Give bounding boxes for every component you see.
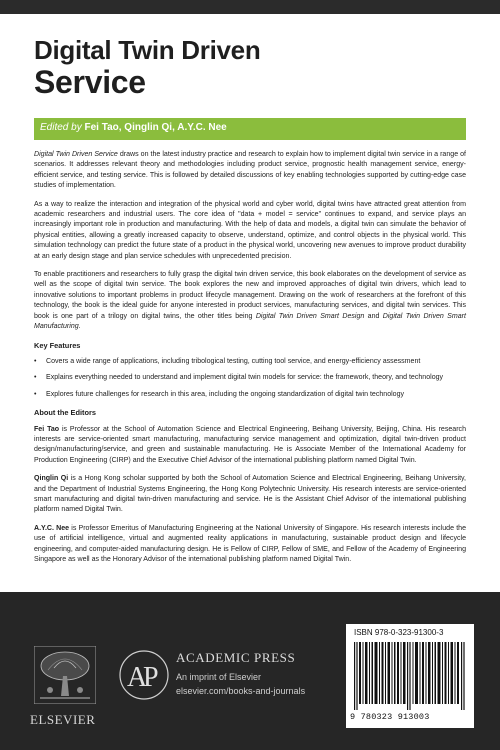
- academic-press-logo-icon: [118, 646, 170, 704]
- intro-book-title: Digital Twin Driven Service: [34, 151, 118, 158]
- digital-twin-paragraph: As a way to realize the interaction and integration of the physical world and cyber world, digital twins have attracted great attention from academic researchers and industrial users. The core idea of "data + model = service" continues to expand, and service plays an increasingly important role in production and manufacturing. With the help of data and models, a digital twin can simulate the behavior of physical entities, allowing a greatly increased capacity to observe, understand, optimize, and control objects in the physical world. This simulation technology can predict the future state of a product in the physical world, uncovering new avenues to improve product durability at an early design stage and plan service schedules with unprecedented precision.: [34, 200, 466, 260]
- scope-end: .: [78, 323, 81, 331]
- editor-bio: [34, 524, 466, 566]
- bullet-icon: •: [34, 357, 37, 365]
- editors-prefix: Edited by: [40, 122, 82, 133]
- editors-banner: [34, 118, 466, 140]
- bullet-icon: •: [34, 390, 37, 398]
- editors-names: Fei Tao, Qinglin Qi, A.Y.C. Nee: [84, 122, 227, 133]
- editor-bio-text: is a Hong Kong scholar supported by both the School of Automation Science and Electrical Engineering, Beihang University, and the Department of Industrial Systems Engineering, the Hong Kong Polytechnic University. His research interests are service-oriented smart manufacturing and digital twin-driven manufacturing and service. He is the Assistant Chief Advisor of the international publishing platform named Digital Twin.: [34, 475, 466, 514]
- key-feature-text: Explores future challenges for research in this area, including the ongoing standardization of digital twin technology: [46, 390, 405, 398]
- scope-and: and: [364, 312, 383, 320]
- scope-text: To enable practitioners and researchers to fully grasp the digital twin driven service, this book elaborates on the development of service as well as the scope of digital twin service. The book explores the new and improved approaches of digital twin drivers, which lead to innovative solutions to important problems in product lifecycle management. Drawing on the work of researchers at the forefront of this technology, the book is the ideal guide for anyone interested in product services, manufacturing services, and digital twin services. This book is one part of a trilogy on digital twins, the other titles being: [34, 271, 466, 320]
- barcode-digits: 9 780323 913003: [350, 712, 430, 722]
- isbn-label: ISBN 978-0-323-91300-3: [354, 628, 444, 637]
- editor-bio-text: is Professor Emeritus of Manufacturing Engineering at the National University of Singapore. His research interests include the use of artificial intelligence, virtual and augmented reality applications in manufacturing, sustainable product design and lifecycle engineering, and computer-aided manufacturing design. He is Fellow of CIRP, Fellow of SME, and Fellow of the Academy of Engineering Singapore as well as the Honorary Advisor of the international publishing platform named Digital Twin.: [34, 524, 466, 563]
- key-feature-item: [34, 373, 466, 383]
- publisher-name: ACADEMIC PRESS: [176, 650, 296, 665]
- book-title-line1: Digital Twin Driven: [34, 35, 261, 65]
- svg-text:P: P: [143, 662, 159, 693]
- editor-bio: [34, 425, 466, 467]
- key-feature-item: [34, 357, 466, 367]
- bullet-icon: •: [34, 374, 37, 382]
- about-editors-heading: About the Editors: [34, 408, 96, 418]
- barcode-icon: [352, 642, 468, 710]
- trilogy-title-1: Digital Twin Driven Smart Design: [255, 312, 365, 320]
- key-feature-text: Covers a wide range of applications, including tribological testing, cutting tool service, and energy-efficiency assessment: [46, 357, 421, 365]
- imprint-line: An imprint of Elsevier: [176, 672, 262, 682]
- key-feature-text: Explains everything needed to understand and implement digital twin models for service: the framework, theory, and technology: [46, 374, 444, 382]
- key-features-heading: Key Features: [34, 340, 81, 350]
- editor-bio-name: Fei Tao: [34, 425, 60, 433]
- editor-bio-name: A.Y.C. Nee: [34, 524, 70, 532]
- publisher-footer: [0, 592, 500, 750]
- svg-text:A: A: [127, 662, 148, 693]
- editors-line: [40, 122, 227, 133]
- isbn-panel: [346, 624, 474, 728]
- editor-bio-name: Qinglin Qi: [34, 475, 69, 483]
- scope-paragraph: [34, 270, 466, 332]
- intro-paragraph: [34, 150, 466, 192]
- editor-bio: [34, 474, 466, 516]
- key-features-list: [34, 357, 466, 400]
- elsevier-wordmark: ELSEVIER: [30, 712, 96, 727]
- key-feature-item: [34, 390, 466, 400]
- book-title-line2: Service: [34, 64, 146, 100]
- editor-bio-text: is Professor at the School of Automation Science and Electrical Engineering, Beihang University, Beijing, China. His research interests are service-oriented smart manufacturing, manufacturing service management and optimization, digital twin-driven product design/manufacturing/service, and green and sustainable manufacturing. He is Associate Member of the International Academy for Production Engineering (CIRP) and the Executive Chief Advisor of the international publishing platform named Digital Twin.: [34, 425, 466, 464]
- elsevier-tree-logo-icon: [34, 646, 96, 704]
- intro-text: draws on the latest industry practice and research to explain how to implement digital twin service in a range of scenarios. It addresses relevant theory and methodologies including product service, prognostic health management service, energy-efficient service, and testing service. This is followed by detailed discussions of key enabling technologies supported by cutting-edge case studies of implementation.: [34, 151, 466, 190]
- back-cover-body: [34, 150, 466, 573]
- trilogy-title-2: Digital Twin Driven Smart Manufacturing: [34, 312, 466, 331]
- top-dark-bar: [0, 0, 500, 14]
- publisher-url[interactable]: elsevier.com/books-and-journals: [176, 686, 306, 696]
